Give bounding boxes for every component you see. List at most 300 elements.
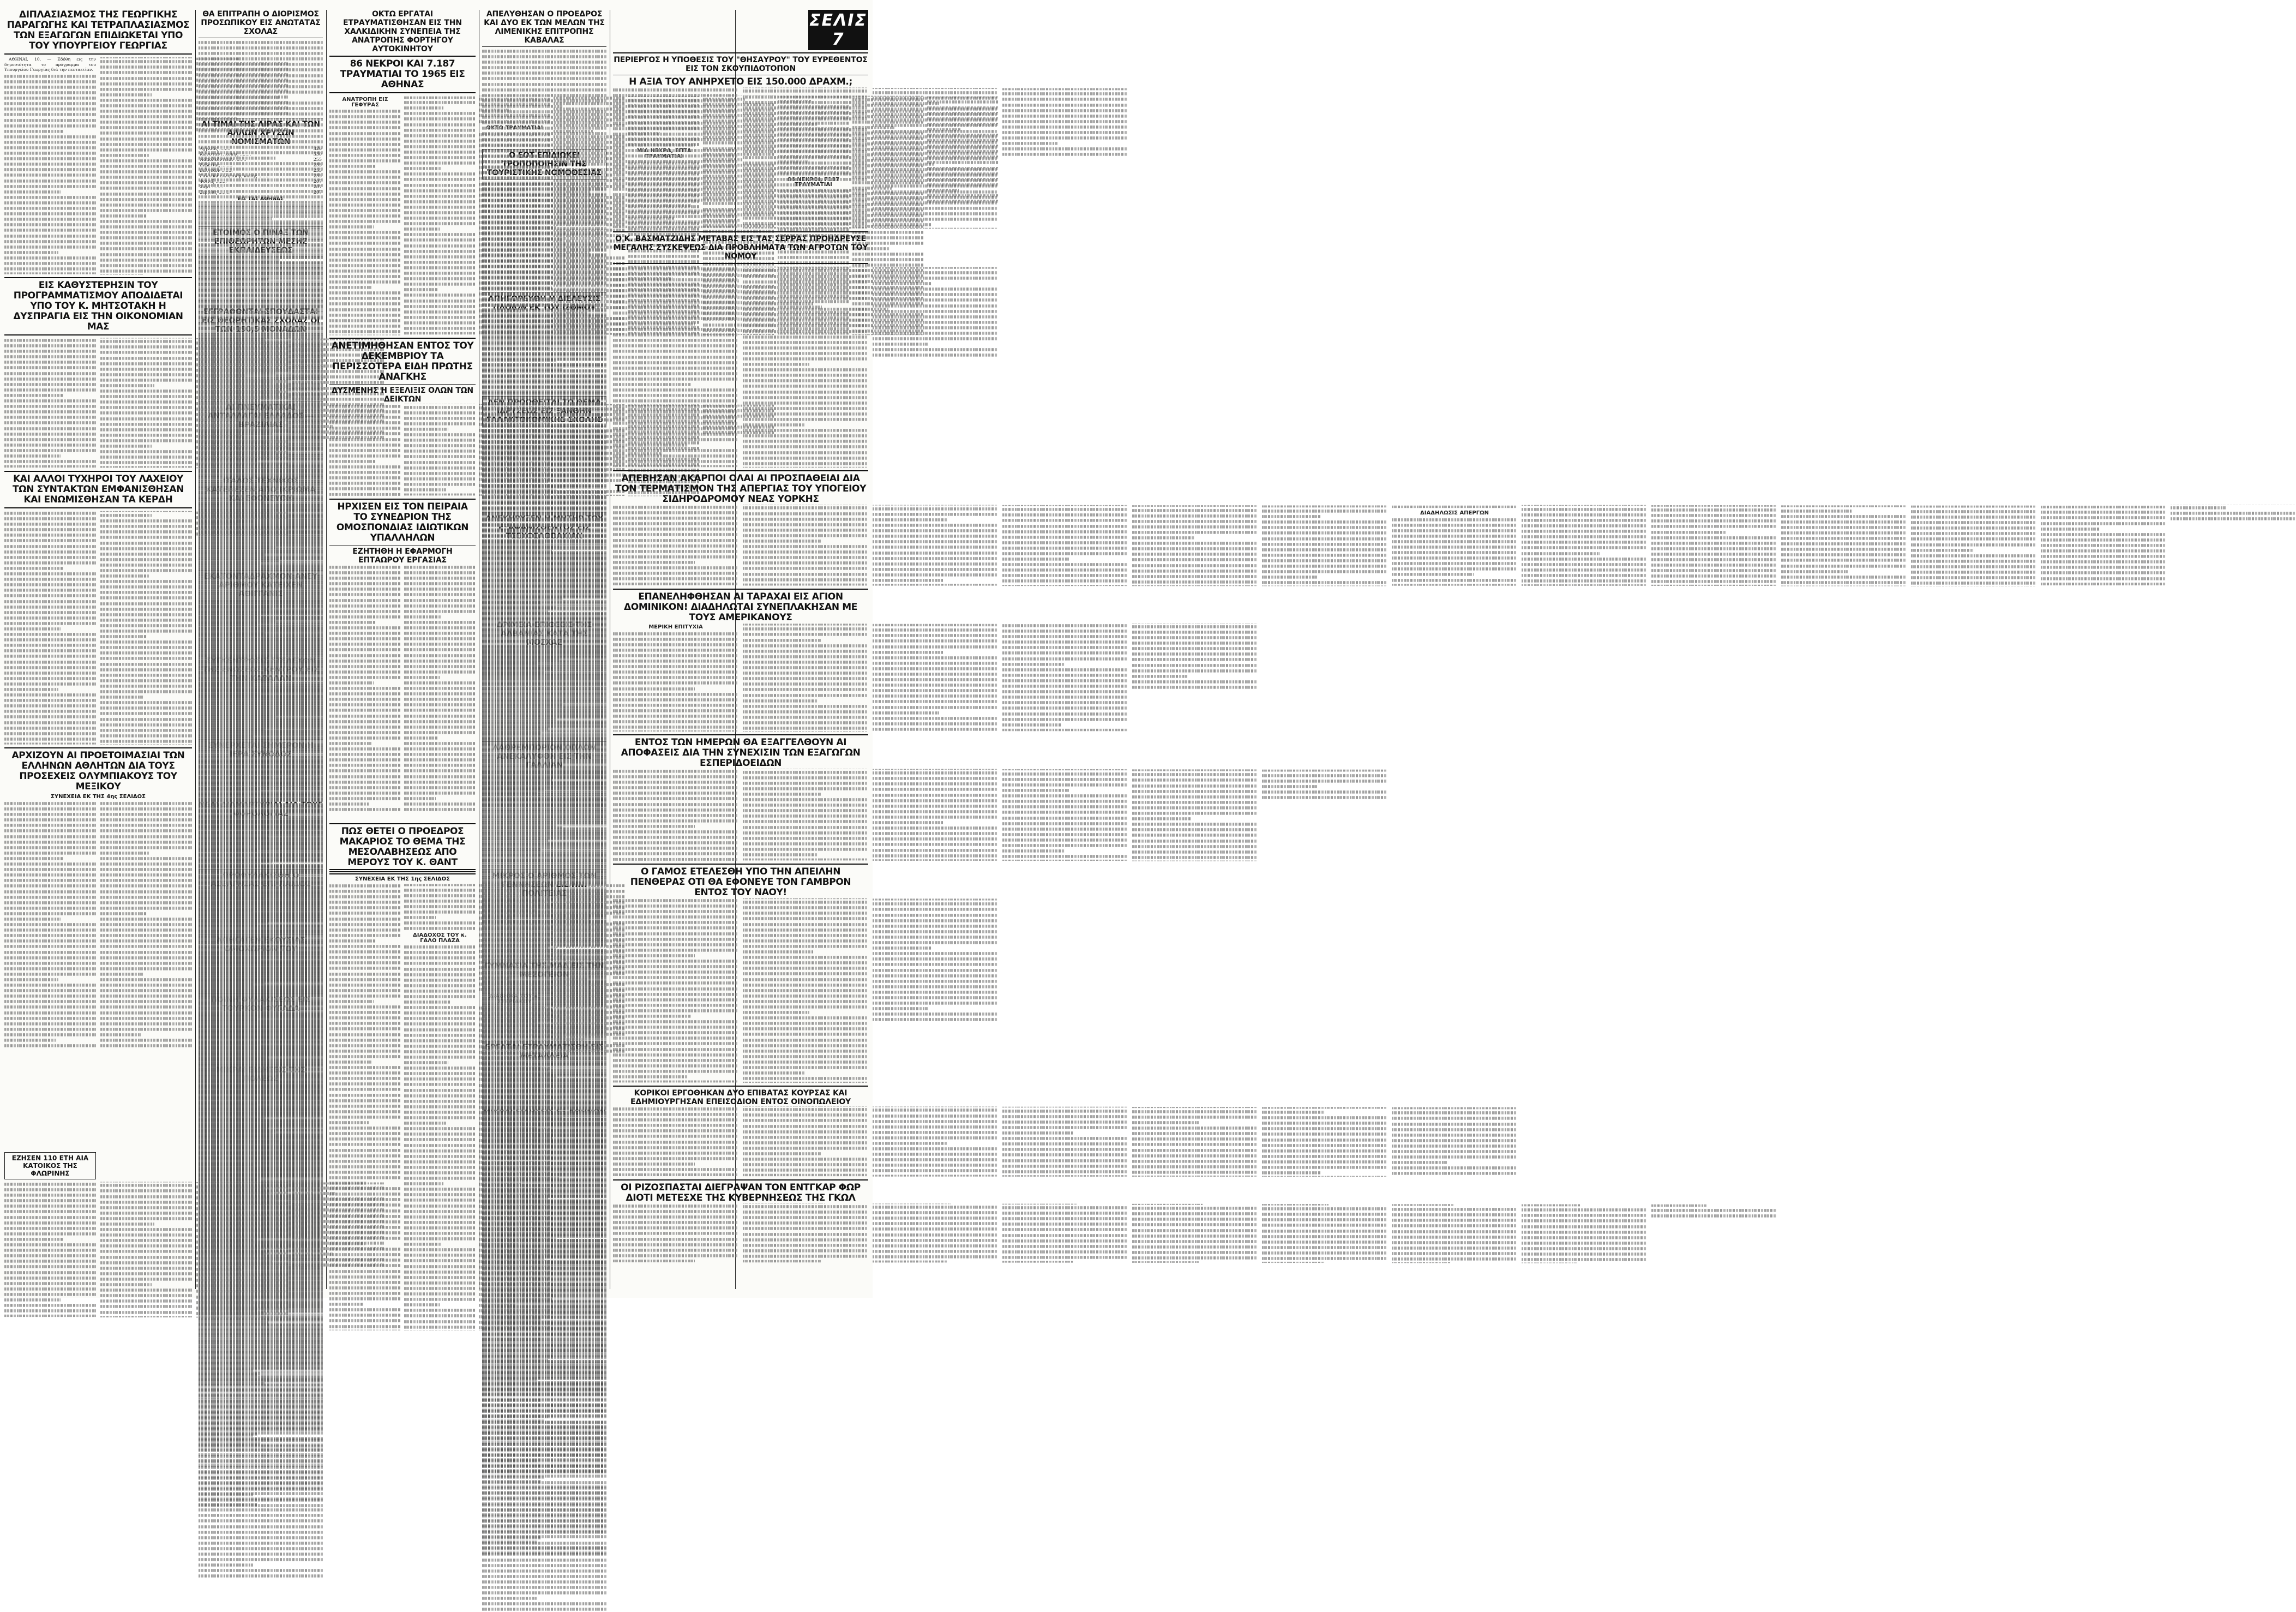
text-line bbox=[4, 410, 96, 413]
text-line bbox=[4, 650, 96, 652]
text-line bbox=[100, 519, 192, 522]
text-line bbox=[4, 1293, 96, 1296]
text-line bbox=[329, 176, 401, 178]
text-line bbox=[482, 630, 606, 633]
text-line bbox=[199, 464, 323, 466]
text-line bbox=[329, 934, 401, 937]
text-line bbox=[199, 869, 323, 872]
text-line bbox=[199, 305, 323, 308]
text-line bbox=[4, 163, 96, 165]
text-line bbox=[482, 636, 606, 638]
text-line bbox=[199, 819, 323, 822]
text-line bbox=[100, 635, 146, 638]
text-line bbox=[404, 206, 476, 208]
text-line bbox=[199, 162, 323, 165]
text-line bbox=[404, 140, 476, 142]
article-lead: ΑΘΗΝΑΙ, 10. — Εδόθη εις την δημοσιότητα το πρόγραμμα του Υπουργείου Γεωργίας διά την πενταετίαν. bbox=[4, 57, 96, 73]
text-line bbox=[4, 852, 96, 854]
text-line bbox=[4, 572, 96, 575]
text-line bbox=[199, 1272, 323, 1274]
column-1 bbox=[4, 10, 192, 1318]
text-line bbox=[4, 644, 96, 646]
text-line bbox=[100, 918, 192, 920]
text-line bbox=[4, 907, 96, 909]
text-line bbox=[100, 569, 192, 572]
text-line bbox=[404, 123, 476, 126]
headline-agriculture: ΔΙΠΛΑΣΙΑΣΜΟΣ ΤΗΣ ΓΕΩΡΓΙΚΗΣ ΠΑΡΑΓΩΓΗΣ ΚΑΙ ΤΕΤΡΑΠΛΑΣΙΑΣΜΟΣ ΤΩΝ ΕΞΑΓΩΓΩΝ ΕΠΙΔΙΩΚΕΤΑΙ ΥΠΟ ΤΟΥ ΥΠΟΥΡΓΕΙΟΥ ΓΕΩΡΓΙΑΣ bbox=[4, 10, 192, 51]
text-line bbox=[404, 288, 438, 291]
text-line bbox=[329, 1237, 401, 1239]
text-line bbox=[100, 1212, 192, 1214]
text-line bbox=[482, 441, 606, 444]
text-line bbox=[199, 1189, 323, 1192]
text-line bbox=[329, 264, 401, 267]
text-line bbox=[404, 1182, 444, 1185]
text-line bbox=[199, 1145, 323, 1148]
text-line bbox=[100, 1033, 141, 1036]
text-line bbox=[199, 118, 323, 121]
text-line bbox=[199, 486, 279, 488]
text-line bbox=[4, 994, 96, 997]
text-line bbox=[329, 1204, 401, 1207]
text-line bbox=[199, 864, 323, 866]
text-line bbox=[199, 311, 279, 314]
text-line bbox=[199, 1020, 323, 1022]
text-line bbox=[100, 71, 192, 74]
text-line bbox=[404, 621, 476, 624]
text-line bbox=[404, 1023, 476, 1026]
text-line bbox=[4, 512, 96, 514]
text-line bbox=[4, 841, 96, 843]
text-line bbox=[482, 553, 606, 555]
text-line bbox=[100, 602, 192, 605]
text-line bbox=[100, 1239, 192, 1242]
text-line bbox=[199, 167, 323, 170]
text-line bbox=[199, 63, 323, 66]
text-line bbox=[4, 135, 96, 138]
text-line bbox=[199, 74, 323, 77]
text-line bbox=[199, 977, 323, 980]
text-line bbox=[100, 608, 192, 610]
text-line bbox=[404, 1160, 476, 1163]
text-line bbox=[100, 994, 192, 997]
text-line bbox=[100, 1272, 192, 1275]
text-line bbox=[4, 152, 96, 154]
text-line bbox=[100, 412, 192, 415]
text-line bbox=[482, 138, 606, 141]
text-line bbox=[4, 185, 96, 188]
text-line bbox=[4, 677, 96, 680]
text-line bbox=[100, 132, 192, 135]
article-albania-body bbox=[482, 647, 606, 740]
text-line bbox=[199, 1255, 323, 1258]
text-line bbox=[482, 547, 606, 550]
text-line bbox=[482, 625, 606, 627]
text-line bbox=[199, 799, 323, 801]
text-line bbox=[482, 346, 606, 349]
text-line bbox=[404, 599, 476, 602]
text-line bbox=[329, 1160, 401, 1162]
article-schools-body bbox=[199, 40, 323, 116]
box-eot bbox=[482, 149, 606, 179]
article-agriculture-body bbox=[4, 57, 192, 275]
text-line bbox=[482, 282, 606, 285]
text-line bbox=[482, 423, 606, 426]
text-line bbox=[199, 1316, 323, 1319]
text-line bbox=[329, 939, 376, 942]
text-line bbox=[100, 706, 192, 709]
headline-seven-hour: ΕΖΗΤΗΘΗ Η ΕΦΑΡΜΟΓΗ ΕΠΤΑΩΡΟΥ ΕΡΓΑΣΙΑΣ bbox=[329, 547, 476, 565]
text-line bbox=[100, 984, 192, 986]
text-line bbox=[4, 633, 96, 636]
text-line bbox=[199, 1266, 323, 1269]
text-line bbox=[199, 1536, 323, 1539]
text-line bbox=[199, 201, 323, 203]
text-line bbox=[100, 558, 192, 561]
text-line bbox=[329, 1083, 401, 1086]
text-line bbox=[199, 1453, 323, 1456]
text-line bbox=[4, 1011, 96, 1014]
text-line bbox=[404, 731, 476, 734]
text-line bbox=[199, 1075, 323, 1077]
text-line bbox=[199, 712, 323, 715]
article-eot-body bbox=[482, 182, 606, 291]
text-line bbox=[482, 249, 606, 251]
text-line bbox=[404, 222, 476, 225]
coin-name: Φοινιξ ........ bbox=[199, 179, 307, 184]
text-line bbox=[482, 66, 606, 69]
text-line bbox=[329, 566, 401, 568]
text-line bbox=[329, 1308, 401, 1311]
text-line bbox=[4, 940, 96, 943]
text-line bbox=[199, 351, 323, 354]
text-line bbox=[100, 846, 192, 849]
text-line bbox=[329, 1110, 401, 1113]
text-line bbox=[404, 566, 476, 568]
text-line bbox=[199, 728, 323, 731]
text-line bbox=[482, 271, 606, 274]
text-line bbox=[4, 688, 58, 691]
text-line bbox=[329, 709, 401, 712]
text-line bbox=[100, 143, 192, 146]
text-line bbox=[482, 558, 606, 561]
text-line bbox=[404, 272, 476, 274]
text-line bbox=[199, 649, 323, 652]
text-line bbox=[199, 322, 323, 325]
text-line bbox=[4, 86, 96, 88]
text-line bbox=[199, 1404, 323, 1407]
text-line bbox=[100, 1201, 192, 1203]
text-line bbox=[329, 110, 401, 112]
text-line bbox=[4, 862, 96, 865]
text-line bbox=[100, 242, 192, 245]
text-line bbox=[199, 267, 323, 269]
text-line bbox=[100, 668, 192, 671]
text-line bbox=[100, 214, 146, 217]
headline-serres: Ο Κ. ΒΑΣΜΑΤΖΙΔΗΣ ΜΕΤΑΒΑΣ ΕΙΣ ΤΑΣ ΣΕΡΡΑΣ ΠΡΟΗΔΡΕΥΣΕ ΜΕΓΑΛΗΣ ΣΥΣΚΕΨΕΩΣ ΔΙΑ ΠΡΟΒΛΗΜΑΤΑ ΤΩΝ ΑΓΡΟΤΩΝ ΤΟΥ ΝΟΜΟΥ bbox=[613, 235, 868, 261]
text-line bbox=[329, 237, 401, 239]
text-line bbox=[199, 146, 323, 148]
text-line bbox=[4, 873, 96, 876]
text-line bbox=[329, 1005, 401, 1008]
text-line bbox=[482, 446, 606, 449]
text-line bbox=[404, 444, 476, 447]
text-line bbox=[199, 1294, 323, 1297]
text-line bbox=[199, 666, 323, 668]
text-line bbox=[100, 220, 192, 223]
text-line bbox=[4, 528, 96, 531]
text-line bbox=[329, 1275, 401, 1278]
text-line bbox=[404, 747, 476, 750]
text-line bbox=[482, 188, 606, 191]
text-line bbox=[199, 1387, 323, 1390]
text-line bbox=[482, 216, 606, 219]
text-line bbox=[199, 1421, 323, 1423]
text-line bbox=[4, 984, 96, 986]
text-line bbox=[4, 229, 96, 232]
text-line bbox=[199, 810, 323, 812]
text-line bbox=[404, 1083, 476, 1086]
text-line bbox=[329, 303, 401, 305]
text-line bbox=[4, 399, 96, 402]
text-line bbox=[404, 1166, 476, 1168]
subhead-bridge: ΑΝΑΤΡΟΠΗ ΕΙΣ ΓΕΦΥΡΑΣ bbox=[329, 97, 401, 107]
text-line bbox=[100, 1022, 192, 1025]
coin-price: 255 bbox=[307, 157, 323, 163]
text-line bbox=[329, 978, 401, 981]
text-line bbox=[199, 605, 323, 608]
text-line bbox=[199, 184, 323, 187]
text-line bbox=[199, 385, 323, 387]
text-line bbox=[404, 692, 476, 695]
text-line bbox=[404, 1066, 476, 1069]
text-line bbox=[100, 373, 192, 376]
text-line bbox=[404, 227, 440, 230]
text-line bbox=[4, 157, 96, 160]
coin-price: 207 bbox=[307, 184, 323, 190]
text-line bbox=[404, 250, 476, 253]
text-line bbox=[482, 542, 606, 544]
text-line bbox=[329, 1143, 401, 1146]
text-line bbox=[4, 218, 96, 220]
text-line bbox=[329, 890, 401, 892]
text-line bbox=[329, 165, 376, 167]
text-line bbox=[404, 1194, 476, 1196]
text-line bbox=[100, 1206, 192, 1209]
text-line bbox=[4, 267, 96, 270]
text-line bbox=[199, 1123, 323, 1126]
text-line bbox=[482, 474, 606, 477]
text-line bbox=[329, 1226, 401, 1229]
text-line bbox=[4, 1298, 61, 1301]
text-line bbox=[4, 813, 96, 816]
text-line bbox=[404, 632, 476, 634]
text-line bbox=[199, 655, 279, 657]
text-line bbox=[404, 255, 476, 258]
headline-dominican: ΕΠΑΝΕΛΗΦΘΗΣΑΝ ΑΙ ΤΑΡΑΧΑΙ ΕΙΣ ΑΓΙΟΝ ΔΟΜΙΝΙΚΟΝ! ΔΙΑΔΗΛΩΤΑΙ ΣΥΝΕΠΛΑΚΗΣΑΝ ΜΕ ΤΟΥΣ ΑΜΕΡΙΚΑΝΟΥΣ bbox=[613, 592, 868, 623]
text-line bbox=[404, 802, 476, 805]
text-line bbox=[4, 1028, 96, 1030]
text-line bbox=[199, 475, 323, 477]
text-line bbox=[329, 427, 401, 430]
text-line bbox=[329, 764, 401, 767]
text-line bbox=[100, 857, 192, 860]
text-line bbox=[404, 770, 476, 772]
text-line bbox=[100, 1305, 192, 1308]
text-line bbox=[4, 1282, 96, 1285]
text-line bbox=[199, 379, 323, 382]
text-line bbox=[100, 679, 192, 682]
text-line bbox=[482, 641, 606, 644]
text-line bbox=[199, 548, 323, 551]
text-line bbox=[100, 1028, 192, 1030]
text-line bbox=[100, 862, 192, 865]
article-makarios-body bbox=[329, 883, 476, 1331]
text-line bbox=[404, 1226, 476, 1229]
text-line bbox=[404, 1204, 476, 1207]
text-line bbox=[4, 190, 61, 193]
text-line bbox=[199, 776, 323, 779]
text-line bbox=[199, 1371, 323, 1374]
text-line bbox=[404, 1281, 476, 1284]
text-line bbox=[482, 154, 606, 157]
text-line bbox=[4, 102, 96, 105]
headline-florina: ΕΖΗΣΕΝ 110 ΕΤΗ ΑΙΑ ΚΑΤΟΙΚΟΣ ΤΗΣ ΦΛΩΡΙΝΗΣ bbox=[7, 1154, 94, 1177]
text-line bbox=[199, 765, 323, 768]
text-line bbox=[404, 1271, 476, 1273]
text-line bbox=[4, 868, 96, 871]
text-line bbox=[482, 277, 606, 279]
text-line bbox=[482, 469, 606, 471]
text-line bbox=[199, 671, 323, 674]
text-line bbox=[4, 879, 96, 882]
text-line bbox=[329, 649, 401, 651]
text-line bbox=[100, 530, 192, 533]
text-line bbox=[404, 1326, 476, 1328]
text-line bbox=[199, 633, 323, 636]
headline-chalkidiki: ΟΚΤΩ ΕΡΓΑΤΑΙ ΕΤΡΑΥΜΑΤΙΣΘΗΣΑΝ ΕΙΣ ΤΗΝ ΧΑΛΚΙΔΙΚΗΝ ΣΥΝΕΠΕΙΑ ΤΗΣ ΑΝΑΤΡΟΠΗΣ ΦΟΡΤΗΓΟΥ ΑΥΤΟΚΙΝΗΤΟΥ bbox=[329, 10, 476, 53]
text-line bbox=[199, 906, 323, 909]
text-line bbox=[404, 1094, 476, 1097]
text-line bbox=[4, 523, 96, 525]
text-line bbox=[404, 1303, 440, 1306]
text-line bbox=[4, 600, 96, 603]
text-line bbox=[482, 418, 606, 421]
text-line bbox=[329, 1220, 401, 1223]
text-line bbox=[100, 674, 192, 676]
text-line bbox=[199, 1442, 261, 1445]
text-line bbox=[199, 955, 323, 957]
text-line bbox=[199, 934, 323, 937]
text-line bbox=[199, 1211, 323, 1214]
text-line bbox=[199, 1382, 265, 1385]
text-line bbox=[329, 692, 401, 695]
text-line bbox=[100, 1017, 192, 1020]
text-line bbox=[199, 179, 323, 182]
text-line bbox=[199, 1047, 323, 1050]
text-line bbox=[100, 807, 192, 810]
text-line bbox=[329, 626, 401, 629]
text-line bbox=[404, 1315, 476, 1317]
text-line bbox=[482, 227, 606, 230]
text-line bbox=[482, 363, 606, 365]
text-line bbox=[199, 1239, 323, 1242]
text-line bbox=[4, 146, 96, 149]
text-line bbox=[482, 490, 606, 493]
text-line bbox=[404, 1144, 476, 1147]
text-line bbox=[404, 195, 476, 197]
text-line bbox=[482, 105, 563, 107]
text-line bbox=[100, 928, 192, 931]
text-line bbox=[4, 627, 61, 630]
text-line bbox=[199, 1004, 323, 1007]
text-line bbox=[199, 190, 323, 193]
text-line bbox=[100, 907, 192, 909]
text-line bbox=[482, 72, 606, 75]
page-number: ΣΕΛΙΣ 7 bbox=[808, 10, 868, 50]
text-line bbox=[199, 1393, 323, 1395]
text-line bbox=[199, 261, 323, 264]
text-line bbox=[100, 740, 192, 742]
text-line bbox=[329, 786, 401, 789]
text-line bbox=[199, 300, 323, 303]
text-line bbox=[100, 841, 192, 843]
text-line bbox=[199, 469, 323, 472]
coin-price: 207 bbox=[307, 179, 323, 184]
text-line bbox=[482, 613, 606, 616]
text-line bbox=[404, 244, 476, 247]
coin-price: 255 bbox=[307, 163, 323, 168]
text-line bbox=[482, 485, 563, 488]
text-line bbox=[100, 597, 192, 600]
text-line bbox=[199, 1575, 323, 1578]
text-line bbox=[100, 818, 192, 821]
text-line bbox=[4, 738, 96, 740]
text-line bbox=[4, 1000, 96, 1003]
text-line bbox=[329, 471, 401, 474]
text-line bbox=[100, 1250, 192, 1253]
text-line bbox=[100, 1267, 192, 1269]
text-line bbox=[404, 894, 476, 897]
text-line bbox=[4, 973, 96, 975]
text-line bbox=[199, 1553, 323, 1555]
text-line bbox=[4, 444, 96, 446]
text-line bbox=[404, 118, 476, 121]
text-line bbox=[100, 395, 192, 398]
text-line bbox=[404, 483, 476, 486]
text-line bbox=[329, 159, 401, 162]
headline-enrollment: ΣΧΟΛΑΣ ΟΙ bbox=[199, 308, 323, 334]
headline-indices: ΔΥΣΜΕΝΗΣ Η ΕΞΕΛΙΞΙΣ ΟΛΩΝ ΤΩΝ ΔΕΙΚΤΩΝ bbox=[329, 386, 476, 404]
text-line bbox=[4, 405, 96, 408]
text-line bbox=[199, 576, 323, 578]
text-line bbox=[199, 1514, 323, 1517]
text-line bbox=[329, 726, 401, 728]
text-line bbox=[329, 1242, 365, 1245]
headline-piraeus: ΗΡΧΙΣΕΝ ΕΙΣ ΤΟΝ ΠΕΙΡΑΙΑ ΤΟ ΣΥΝΕΔΡΙΟΝ ΤΗΣ ΟΜΟΣΠΟΝΔΙΑΣ ΙΔΙΩΤΙΚΩΝ ΥΠΑΛΛΗΛΩΝ bbox=[329, 502, 476, 543]
text-line bbox=[4, 245, 96, 248]
text-line bbox=[100, 1294, 192, 1297]
text-line bbox=[4, 1266, 96, 1268]
text-line bbox=[4, 638, 96, 641]
text-line bbox=[404, 1132, 476, 1135]
text-line bbox=[199, 1250, 323, 1253]
text-line bbox=[100, 259, 192, 261]
text-line bbox=[329, 187, 401, 190]
text-line bbox=[404, 439, 476, 441]
text-line bbox=[329, 405, 401, 408]
text-line bbox=[100, 456, 192, 458]
